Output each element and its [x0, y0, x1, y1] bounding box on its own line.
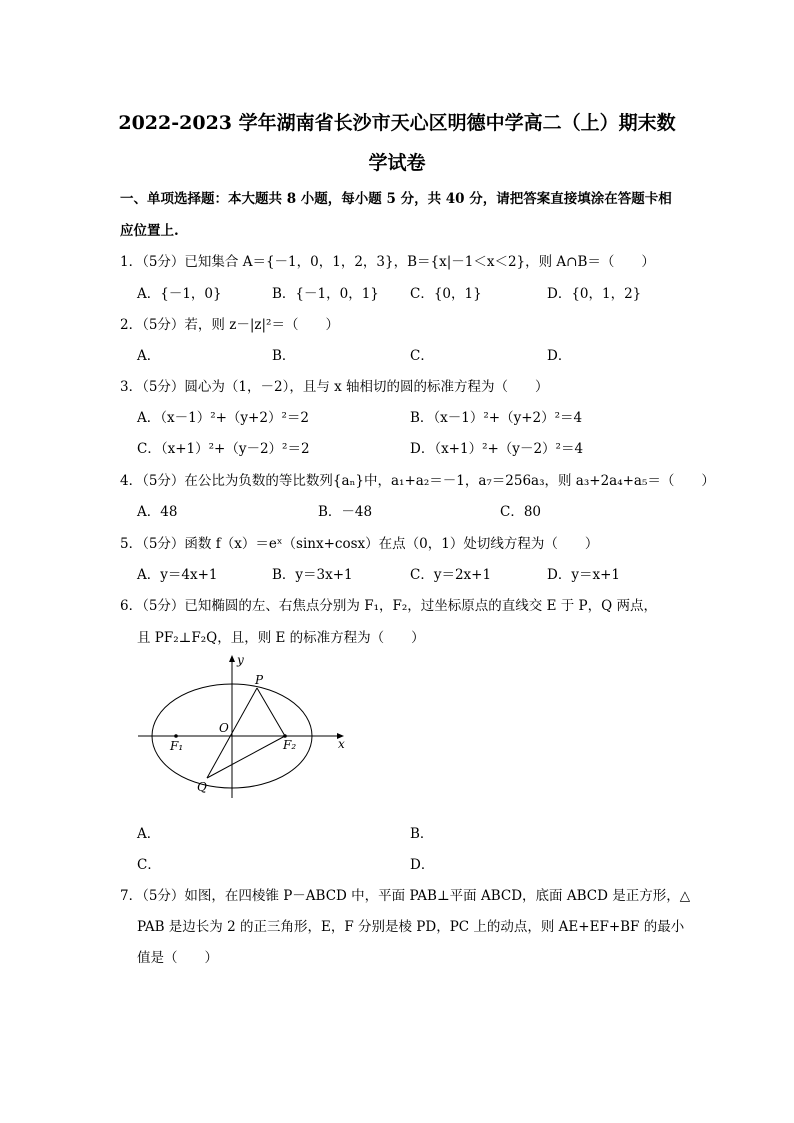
question-6-stem-line1: 6．（5分）已知椭圆的左、右焦点分别为 F₁，F₂，过坐标原点的直线交 E 于 P，Q 两点，	[120, 598, 657, 614]
question-4-stem: 4．（5分）在公比为负数的等比数列{aₙ}中，a₁+a₂＝－1，a₇＝256a₃，则 a₃+2a₄+a₅＝（ ）	[120, 473, 715, 489]
question-2-option-d[interactable]: D．	[547, 348, 572, 364]
question-5-option-b[interactable]: B．y＝3x+1	[272, 567, 353, 583]
question-3-option-a[interactable]: A．（x－1）²+（y+2）²＝2	[137, 410, 309, 426]
question-2-option-b[interactable]: B．	[272, 348, 296, 364]
question-6-option-c[interactable]: C．	[137, 857, 161, 873]
label-f2: F₂	[283, 738, 297, 752]
question-2-option-a[interactable]: A．	[137, 348, 161, 364]
question-2-option-c[interactable]: C．	[410, 348, 434, 364]
question-7-stem-line1: 7．（5分）如图，在四棱锥 P－ABCD 中，平面 PAB⊥平面 ABCD，底面 ABCD 是正方形，△	[120, 888, 691, 904]
section-heading-line1: 一、单项选择题：本大题共 8 小题，每小题 5 分，共 40 分，请把答案直接填涂在答题卡相	[120, 191, 672, 207]
question-4-option-b[interactable]: B．－48	[318, 504, 373, 520]
question-3-stem: 3．（5分）圆心为（1，－2），且与 x 轴相切的圆的标准方程为（ ）	[120, 379, 549, 395]
question-5-option-d[interactable]: D．y＝x+1	[547, 567, 620, 583]
focus-f1-dot	[174, 734, 178, 738]
question-5-option-a[interactable]: A．y＝4x+1	[137, 567, 218, 583]
question-6-option-a[interactable]: A．	[137, 826, 161, 842]
question-6-option-d[interactable]: D．	[410, 857, 435, 873]
label-x: x	[338, 737, 345, 751]
label-f1: F₁	[170, 739, 184, 753]
exam-title-line1: 2022-2023 学年湖南省长沙市天心区明德中学高二（上）期末数	[118, 112, 676, 134]
question-7-stem-line2: PAB 是边长为 2 的正三角形，E，F 分别是棱 PD，PC 上的动点，则 AE+EF+BF 的最小	[137, 919, 685, 935]
section-heading-line2: 应位置上.	[120, 223, 179, 239]
label-p: P	[255, 673, 264, 687]
ellipse-figure	[130, 650, 360, 800]
y-axis-arrow	[229, 655, 235, 662]
question-2-stem: 2．（5分）若，则 z－|z|²＝（ ）	[120, 317, 339, 333]
question-3-option-d[interactable]: D．（x+1）²+（y－2）²＝4	[410, 441, 584, 457]
question-5-option-c[interactable]: C．y＝2x+1	[410, 567, 492, 583]
question-4-option-a[interactable]: A．48	[137, 504, 178, 520]
exam-title-line2: 学试卷	[368, 152, 426, 174]
question-1-option-d[interactable]: D．{0，1，2}	[547, 286, 642, 302]
question-1-option-b[interactable]: B．{－1，0，1}	[272, 286, 379, 302]
question-1-option-a[interactable]: A．{－1，0}	[137, 286, 222, 302]
question-6-option-b[interactable]: B．	[410, 826, 434, 842]
question-4-option-c[interactable]: C．80	[500, 504, 542, 520]
label-o: O	[219, 721, 229, 735]
question-7-stem-line3: 值是（ ）	[137, 950, 218, 966]
question-3-option-b[interactable]: B．（x－1）²+（y+2）²＝4	[410, 410, 583, 426]
question-1-stem: 1．（5分）已知集合 A＝{－1，0，1，2，3}，B＝{x|－1＜x＜2}，则 A∩B＝（ ）	[120, 254, 655, 270]
question-6-stem-line2: 且 PF₂⊥F₂Q，且，则 E 的标准方程为（ ）	[137, 630, 425, 646]
label-y: y	[237, 653, 244, 667]
question-5-stem: 5．（5分）函数 f（x）＝eˣ（sinx+cosx）在点（0，1）处切线方程为（ ）	[120, 536, 599, 552]
label-q: Q	[197, 780, 207, 794]
question-1-option-c[interactable]: C．{0，1}	[410, 286, 482, 302]
question-3-option-c[interactable]: C．（x+1）²+（y－2）²＝2	[137, 441, 310, 457]
